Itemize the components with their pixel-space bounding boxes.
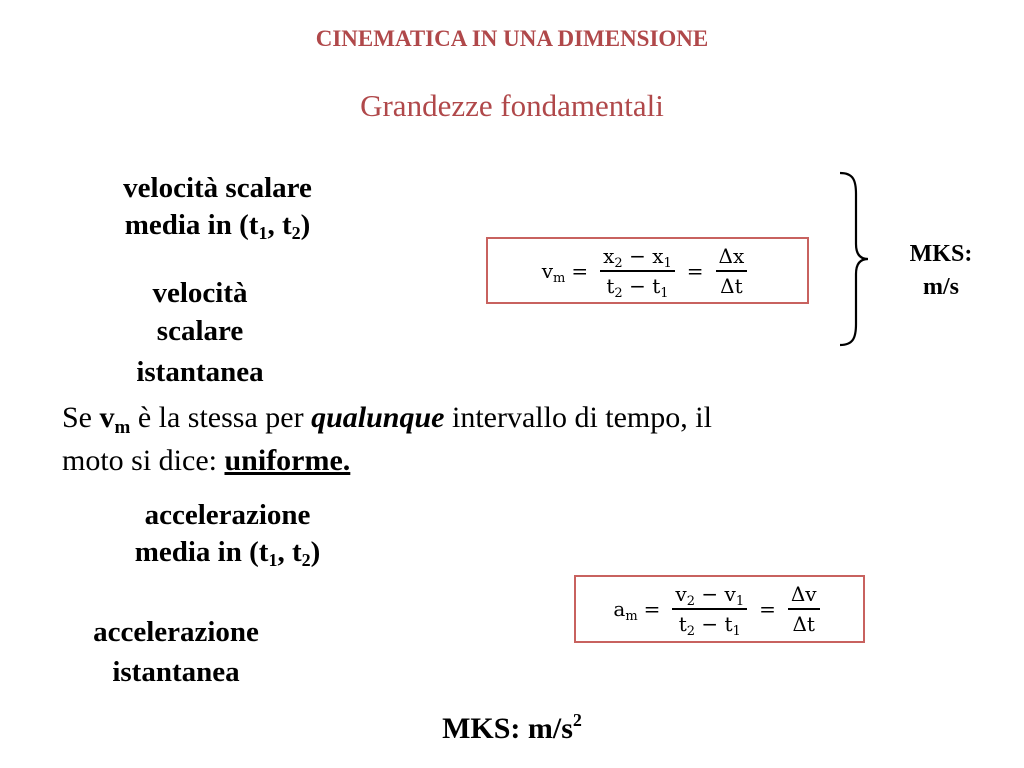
text-fragment: Se	[62, 401, 100, 434]
formula-lhs	[613, 597, 638, 624]
subscript: 1	[732, 624, 741, 639]
velocity-formula-box	[486, 237, 809, 304]
emphasized-word: qualunque	[311, 401, 445, 434]
fraction-displacement	[600, 243, 675, 301]
subscript: 1	[660, 285, 669, 301]
units-velocity-value: m/s	[923, 274, 959, 300]
units-velocity	[896, 238, 986, 304]
units-acceleration	[0, 712, 1024, 746]
label-velocity-instant-line3: istantanea	[136, 356, 264, 388]
text-fragment: )	[300, 209, 311, 241]
subscript: 2	[686, 594, 696, 609]
text-fragment: )	[310, 536, 321, 568]
subscript: 1	[268, 550, 278, 570]
symbol: t	[678, 612, 687, 636]
label-velocity-instant	[100, 274, 300, 391]
subscript: 2	[614, 285, 623, 301]
label-acceleration-average-line2	[90, 534, 365, 571]
text-fragment: , t	[277, 536, 302, 568]
subscript: m	[625, 609, 638, 624]
uniform-motion-paragraph	[62, 396, 762, 482]
symbol: t	[606, 273, 615, 298]
right-curly-brace	[836, 170, 872, 348]
label-acceleration-average	[90, 497, 365, 571]
formula-lhs	[541, 258, 566, 286]
subscript: 2	[686, 624, 696, 639]
subscript: 2	[614, 255, 623, 271]
fraction-denominator	[676, 610, 744, 639]
velocity-symbol: v	[99, 401, 115, 434]
symbol: v	[675, 582, 687, 606]
slide-subtitle: Grandezze fondamentali	[360, 88, 664, 123]
symbol: t	[652, 273, 661, 298]
fraction-numerator: Δv	[788, 582, 820, 610]
subscript: 1	[258, 223, 268, 243]
equals-sign: =	[643, 597, 661, 621]
subscript: 2	[301, 550, 311, 570]
symbol: x	[652, 243, 664, 268]
equals-sign: =	[686, 258, 704, 283]
label-acceleration-instant-line2: istantanea	[112, 656, 240, 688]
label-acceleration-instant-line1: accelerazione	[93, 616, 259, 648]
symbol: t	[724, 612, 733, 636]
minus-sign: −	[629, 273, 646, 298]
subscript: m	[114, 417, 131, 438]
units-velocity-label: MKS:	[909, 241, 973, 267]
label-velocity-instant-line1: velocità	[152, 277, 248, 309]
symbol: x	[603, 243, 615, 268]
text-fragment: intervallo di tempo, il moto si dice:	[62, 401, 712, 477]
equals-sign: =	[571, 258, 589, 283]
text-fragment: è la stessa per	[130, 401, 312, 434]
units-acceleration-text: MKS: m/s	[442, 712, 573, 745]
underlined-term: uniforme.	[224, 444, 351, 477]
symbol: v	[724, 582, 736, 606]
label-acceleration-average-line1: accelerazione	[144, 499, 311, 531]
fraction-denominator: Δt	[792, 612, 815, 636]
fraction-delta	[716, 244, 748, 298]
symbol: v	[541, 258, 554, 283]
acceleration-formula-box	[574, 575, 865, 643]
fraction-numerator	[600, 244, 675, 272]
subscript: m	[553, 270, 566, 286]
label-velocity-instant-line2: scalare	[156, 315, 244, 347]
minus-sign: −	[701, 612, 719, 636]
subscript: 1	[735, 594, 745, 609]
text-fragment: media in (t	[134, 536, 269, 568]
subscript: 1	[663, 255, 672, 271]
fraction-denominator	[603, 272, 671, 301]
subscript: 2	[291, 223, 301, 243]
equals-sign: =	[759, 597, 776, 621]
label-velocity-average-line1: velocità scalare	[123, 172, 312, 204]
fraction-velocity-change	[672, 582, 747, 639]
minus-sign: −	[701, 582, 719, 606]
fraction-delta	[788, 582, 820, 636]
fraction-denominator: Δt	[720, 273, 743, 298]
fraction-numerator: Δx	[716, 244, 748, 272]
symbol: a	[613, 597, 626, 621]
label-velocity-average-line2	[80, 207, 355, 244]
superscript: 2	[572, 710, 582, 730]
minus-sign: −	[629, 243, 646, 268]
fraction-numerator	[672, 582, 747, 610]
slide-title: CINEMATICA IN UNA DIMENSIONE	[315, 26, 709, 51]
text-fragment: , t	[267, 209, 292, 241]
label-velocity-average	[80, 170, 355, 244]
label-acceleration-instant	[60, 612, 292, 692]
text-fragment: media in (t	[124, 209, 259, 241]
